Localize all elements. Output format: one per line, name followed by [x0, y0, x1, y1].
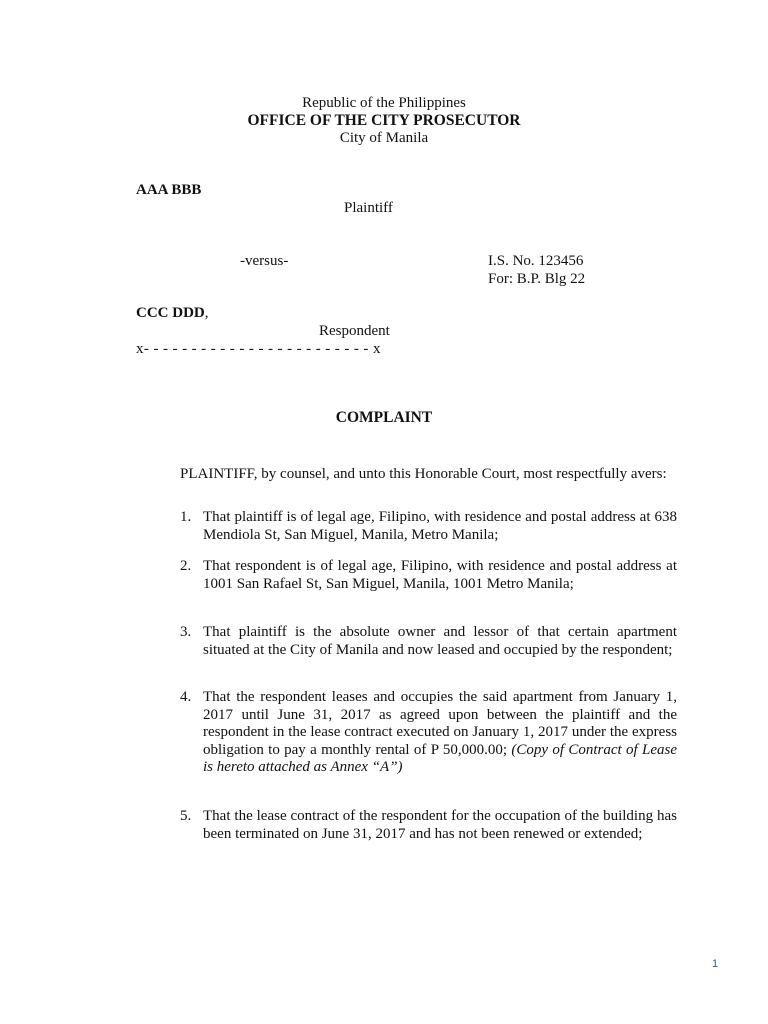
intro-paragraph: PLAINTIFF, by counsel, and unto this Honorable Court, most respectfully avers:	[180, 466, 667, 482]
item-4-paragraph	[203, 689, 677, 777]
respondent-comma: ,	[204, 305, 209, 321]
item-1-text: That plaintiff is of legal age, Filipino, with residence and postal address at 638 Mendiola St, San Miguel, Manila, Metro Manila;	[203, 509, 677, 543]
respondent-name-line	[136, 305, 209, 323]
page-number: 1	[712, 958, 719, 970]
item-5-number: 5.	[180, 808, 192, 824]
caption-separator: x- - - - - - - - - - - - - - - - - - - - - - - - x	[136, 341, 381, 357]
document-title: COMPLAINT	[335, 409, 433, 426]
respondent-name: CCC DDD	[136, 305, 205, 321]
item-3-text: That plaintiff is the absolute owner and lessor of that certain apartment situated at the City of Manila and now leased and occupied by the respondent;	[203, 624, 677, 658]
plaintiff-name: AAA BBB	[136, 182, 202, 198]
header-city: City of Manila	[339, 130, 429, 146]
item-4-number: 4.	[180, 689, 192, 705]
case-offense: For: B.P. Blg 22	[488, 271, 586, 287]
item-1-number: 1.	[180, 509, 192, 525]
item-4-annex-note: (Copy of Contract of Lease is hereto attached as Annex “A”)	[203, 741, 677, 775]
item-4-text: That the respondent leases and occupies the said apartment from January 1, 2017 until June 31, 2017 as agreed upon between the plaintiff and the respondent in the lease contract executed on January 1, 2017 under the express obligation to pay a monthly rental of P 50,000.00;	[203, 689, 677, 758]
item-2-number: 2.	[180, 558, 192, 574]
header-republic: Republic of the Philippines	[302, 95, 466, 111]
versus-label: -versus-	[240, 253, 289, 269]
item-5-text: That the lease contract of the respondent for the occupation of the building has been terminated on June 31, 2017 and has not been renewed or extended;	[203, 808, 677, 842]
item-2-text: That respondent is of legal age, Filipino, with residence and postal address at 1001 San Rafael St, San Miguel, Manila, 1001 Metro Manila;	[203, 558, 677, 592]
header-office: OFFICE OF THE CITY PROSECUTOR	[247, 112, 521, 129]
respondent-label: Respondent	[319, 323, 390, 339]
item-3-number: 3.	[180, 624, 192, 640]
case-number: I.S. No. 123456	[488, 253, 584, 269]
plaintiff-label: Plaintiff	[344, 200, 393, 216]
